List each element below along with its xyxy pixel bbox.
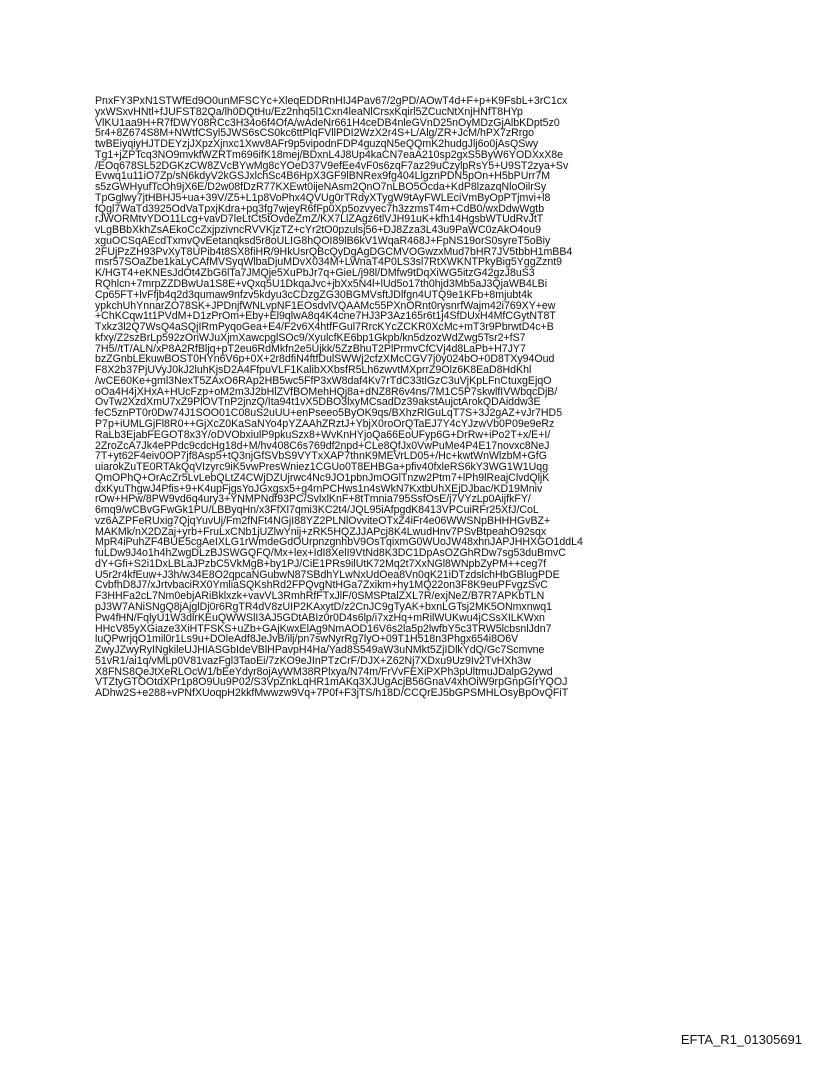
text-line: bzZGnbLEkuwBOST0HYn6V6p+0X+2r8dfiN4ftfDulSWWj2cfzXMcCGV7j0y024bO+0D8TXy94Oud bbox=[95, 353, 555, 366]
text-line: K/HGT4+eKNEsJdOt4ZbG6lTa7JMQje5XuPbJr7q+GieL/j98l/DMfw9tDqXiWG5itzG42gzJ8uS3 bbox=[95, 267, 535, 280]
text-line: msr57SOaZbe1kaLyCAfMVSyqWlbaDjuMDvX034M+LWnaT4P0LS3sl7RtXWKNTPkyBig5YggZznt9 bbox=[95, 256, 563, 269]
text-line: twBEiyqiyHJTDEYzjJXpzXjnxc1Xwv8AFr9p5vipodnFDP4guzqN5eQQmK2hudgJlj6o0jAsQSwy bbox=[95, 138, 539, 151]
text-line: Pw4fHN/FqlyU1W3dlrKEuQWWSlI3AJ5GDtABIz0r0D4s6lp/i7xzHq+mRilWUKwu4jCSsXILKWxn bbox=[95, 611, 545, 624]
text-line: oOa4H4jXHxA+HUcFzp+oM2m3J2bHlZVfBOMehHQj8a+dNZ8R6v4ns/7M1C5P7skwlfIVWbqcDjB/ bbox=[95, 385, 558, 398]
text-line: VlKU1aa9H+R7fDWY08RCc3H34o6f4OfA/wAdeNr661H4ceDB4nleGVnD25nOyMDzGjAlbKDpt5z0 bbox=[95, 116, 560, 129]
text-line: fQgl7WaTd3925OdVaTpxjKdra+pq3fg7wjeyR6fFp0Xp5ozvyec7h3zzmsT4m+CdB0/wxDdwWgtb bbox=[95, 202, 545, 215]
text-line: 2ZroZcA7Jk4ePPdc9cdcHg18d+M/hv408C6s769df2npd+CLe8QfJx0VwPuMe4P4E17novxc8NeJ bbox=[95, 439, 550, 452]
text-line: MpR4iPuhZF4BUE5cgAeIXLG1rWmdeGdOUrpnzgnhbV9OsTqixmG0WUoJW48xhnJAPJHHXGO1ddL4 bbox=[95, 536, 583, 549]
text-line: rJWORMtvYDO11Lcg+vavD7leLtCt5tOvdeZmZ/KX7LlZAgz6tlVJH91uK+kfh14HgsbWTUdRvJtT bbox=[95, 213, 544, 226]
text-line: Cp65FT+lvFfjb4q2d3qumaw9nfzv5kdyu3cCDzgZG30BGMVsftJDlfgn4UTQ9e1KFb+8mjubt4k bbox=[95, 288, 533, 301]
text-line: ADhw2S+e288+vPNfXUoqpH2kkfMwwzw9Vq+7P0f+F3jTS/h18D/CCQrEJ5bGPSMHLOsyBpOvQFiT bbox=[95, 687, 569, 700]
text-line: 7T+yt62F4eiv0OP7jf8Asp5+tQ3njGfSVbS9VYTxXAP7thnK9MEVrLD05+/Hc+kwtWnWlzbM+GfG bbox=[95, 450, 547, 463]
text-line: 51vR1/ai1q/vMLp0V81vazFgl3TaoEi/7zKO9eJInPTzCrF/DJX+Z62Nj7XDxu9Uz9Iv2TvHXh3w bbox=[95, 654, 531, 667]
text-line: yxWSxvHNtl+fJUFST82Qa/lh0DQtHu/Ez2nhq5l1Cxn4leaNlCrsxKqirl5ZCucNtXnjHNfT8HYp bbox=[95, 105, 523, 118]
text-line: 7H5//tT/ALN/xP8A2RfBljq+pT2eu6RdMkfn2e5Ujkk/5ZzBhuT2PlPrmvCfCVj4d8LaPb+H7JY7 bbox=[95, 342, 526, 355]
text-line: /EOq678SL52DGKzCW8ZVcBYwMg8cYOeD37V9efEe4vF0s6zqF7az29uCzylpRsY5+U9ST2zya+Sv bbox=[95, 159, 569, 172]
text-line: RaLb3EjabFEGOT8x3Y/oDVObxiulP9pkuSzx8+WvKnHYjoQa66EoUFyp6G+DrRw+iPo2T+x/E+I/ bbox=[95, 428, 551, 441]
text-line: U5r2r4kfEuw+J3h/w34E8O2qpcaNGubwN87SBdhYLwNxUdOea8Vn0qK21iDTzdslchHbGBlugPDE bbox=[95, 568, 560, 581]
text-line: RQhlcn+7mrpZZDBwUa1S8E+vQxq5U1DkqaJvc+jbXx5N4l+lUd5o17th0hjd3Mb5aJ3QjaWB4LBi bbox=[95, 278, 548, 291]
text-line: CvbfhD8J7/xJrtvbaciRX0YmliaSQKshRd2FPQvgNtHGa7Zxikm+hy1MQ22on3F8K9euPFvgzSvC bbox=[95, 579, 548, 592]
text-line: Txkz3l2Q7WsQ4aSQjIRmPyqoGea+E4/F2v6X4htfFGul7RrcKYcZCKR0XcMc+mT3r9PbrwtD4c+B bbox=[95, 321, 554, 334]
text-line: uiarokZuTE0RTAkQqVIzyrc9iK5vwPresWniez1CGUo0T8EHBGa+pfiv40fxleRS6kY3WG1W1Uqg bbox=[95, 461, 549, 474]
text-line: 6mq9/wCBvGFwGk1PU/LBByqHn/x3FfXl7qmi3KC2t4/JQL95iAfpgdK8413VPCuiRFr25XfJ/CoL bbox=[95, 504, 539, 517]
text-line: TpGglwy7jtHBHJ5+ua+39V/Z5+L1p8VoPhx4QVUg0rTRdyXTygW9tAyFWLEciVmByOpPTjmvi+l8 bbox=[95, 191, 551, 204]
document-id-label: EFTA_R1_01305691 bbox=[680, 1032, 802, 1047]
text-line: F3HHFa2cL7Nm0ebjARiBklxzk+vavVL3RmhRfFTxJlF/0SMSPtalZXL7R/exjNeZ/B7R7APKbTLN bbox=[95, 590, 545, 603]
text-line: Tg1+jZPTcq3NO9mvkfWZRTm696ifK18mej/BDxnL4J8Up4kaCN7eaA210sp2gxS5ByW6YODXxX8e bbox=[95, 148, 564, 161]
text-line: X8FNS8QeJtXeRLOcW1/bEeYdyr8ojAyWM38RPlxya/N74m/FrVvFEXiPXPh3pUltmuJDalpG2ywd bbox=[95, 665, 553, 678]
text-line: F8X2b37PjUVyJ0kJ2luhKjsD2A4FfpuVLF1KalibXXbsfR5Lh6zwvtMXprrZ9Olz6K8EaD8HdKhl bbox=[95, 364, 532, 377]
text-line: 5r4+8Z674S8M+NWtfCSyl5JWS6sCS0kc6ttPlqFVllPDI2WzX2r4S+L/Alg/ZR+JcM/hPX7zRrgo bbox=[95, 127, 535, 140]
text-line: feC5znPT0r0Dw74J1SOO01C08uS2uUU+enPseeo5ByOK9qs/BXhzRlGuLqT7S+3J2gAZ+vJr7HD5 bbox=[95, 407, 563, 420]
text-line: dY+Gfi+S2i1DxLBLaJPzbC5VkMgB+by1PJ/CiE1PRs9ilUtK72Mq2t7XxNGl8WNpbZyPM++ceg7f bbox=[95, 557, 547, 570]
text-line: dxKyuThgwJ4Pfis+9+K4upFjgsYoJGxgsx5+g4rnPCHws1n4sWkN7KxtbUhXEjDJbac/KD19Mniv bbox=[95, 482, 543, 495]
text-line: OvTw2XzdXmU7xZ9PlOVTnP2jnzQ/Ita94t1vX5DBO3lxyMCsadDz39akstAujctArokQDAiddw3E bbox=[95, 396, 541, 409]
text-line: +ChKCqw1t1PVdM+D1zPrOm+Eby+El9qlwA8q4K4cne7HJ3P3Az165r6t1j4SfDUxH4MfCGytNT8T bbox=[95, 310, 556, 323]
text-line: rOw+HPw/8PW9vd6q4ury3+YNMPNdf93PC/SvlxlKnF+8tTmnia795SsfOsE/j7VYzLp0AijfkFY/ bbox=[95, 493, 531, 506]
text-line: s5zGWHyufTcOh9jX6E/D2w08fDzR77KXEwt0ijeNAsm2QnO7nLBO5Ocda+KdP8lzazqNloOilrSy bbox=[95, 181, 547, 194]
text-line: VTZtyGTOOtdXPr1p8O9Uu9P02/S3VpZnkLqHR1mAKq3XJUgAcjB56GnaV4xhOiW9rpGnpGIrYQOJ bbox=[95, 676, 568, 689]
text-line: P7p+iUMLGjFl8R0++GjXcZ0KaSaNYo4pYZAAhZRztJ+YbjX0roOrQTaEJ7Y4cYJzwVb0P09e9eRz bbox=[95, 417, 555, 430]
encoded-text-block bbox=[95, 96, 735, 699]
text-line: 2FUjPzZH93PvXyT8UPib4t8SX8fiHR/9HkUsrQBcQyDgAgDGCMVOGwzxMud7bHR7JV5tbbH1mBB4 bbox=[95, 245, 573, 258]
text-line: /wCE60Ke+gml3NexT5ZAxO6RAp2HB5wc5FfP3xW8daf4Kv7rTdC33tlGzC3uVjKpLFnCtuxgEjqO bbox=[95, 374, 552, 387]
text-line: luQPwrjqO1mil0r1Ls9u+DOleAdf8JeJvB/ilj/pn7swNyrRg7lyO+09T1H518n3Phgx654i8O6V bbox=[95, 633, 519, 646]
text-line: HHcV85yXGiaze3XiHTFSKS+uZb+GAjKwxElAg9NmAOD16V6s2la5p2lwfbY5c3TRW5lcbsnlJdn7 bbox=[95, 622, 552, 635]
text-line: ZwyJZwyRyINgkileUJHIASGbIdeVBlHPavpH4Ha/Yad8S549aW3uNMkt5ZjIDlkYdQ/Gc7Scmvne bbox=[95, 644, 545, 657]
text-line: fuLDw9J4o1h4hZwgDLzBJSWGQFQ/Mx+lex+IdI8XelI9VtNd8K3DC1DpAsOZGhRDw7sg53duBmvC bbox=[95, 547, 566, 560]
text-line: pJ3W7ANiSNgQ8jAjglDj0r6RgTR4dV8zUIP2KAxytD/z2CnJC9gTyAK+bxnLGTsj2MK5ONmxnwq1 bbox=[95, 600, 553, 613]
text-line: vz6AZPFeRUxig7QjqYuvUj/Fm2fNFt4NGjI88YZ2PLNlOvviteOTxZ4iFr4e06WWSNpBHHHGvBZ+ bbox=[95, 514, 551, 527]
text-line: kfxy/Z2szBrLp592zOriWJuXjmXawcpglSOc9/XyulcfKE6bp1Gkpb/kn5dzozWdZwg5Tsr2+fS7 bbox=[95, 331, 526, 344]
text-line: PnxFY3PxN1STWfEd9O0unMFSCYc+XleqEDDRnHIJ4Pav67/2gPD/AOwT4d+F+p+K9FsbL+3rC1cx bbox=[95, 95, 568, 107]
text-line: xguOCSqAEcdTxmvQvEetanqksd5r8oULIG8hQOI89lB6kV1WqaR468J+FpNS19orS0syreT5oBiy bbox=[95, 234, 551, 247]
text-line: QmOPhQ+OrAcZr5LvLebQLtZ4CWjDZUjrwc4Nc9JO1pbnJmOGlTnzw2Ptm7+lPh9lReajClvdQljK bbox=[95, 471, 550, 484]
text-line: vLgBBbXkhZsAEkoCcZxjpzivncRVVKjzTZ+cYr2tO0pzulsj56+DJ8Zza3L43u9PaWC0zAkO4ou9 bbox=[95, 224, 541, 237]
text-line: MAKMk/nX2DZaj+yrb+FruLxCNb1jUZlwYnij+zRK5HQZJJAPcj8K4LwudHnv7PSvBtpeahO92sqx bbox=[95, 525, 547, 538]
text-line: ypkchUhYnnarZO78SK+JPDnjfWNLvpNF1EOsdvlVQAAMc55PXnORnt0rysnrfWajm42i769XY+ew bbox=[95, 299, 556, 312]
text-line: Evwq1u11iO7Zp/sN6kdyV2kGSJxlchSc4B6HpX3GF9lBNRex9fg404LlgznPDN5pOn+H5bPUrr7M bbox=[95, 170, 551, 183]
